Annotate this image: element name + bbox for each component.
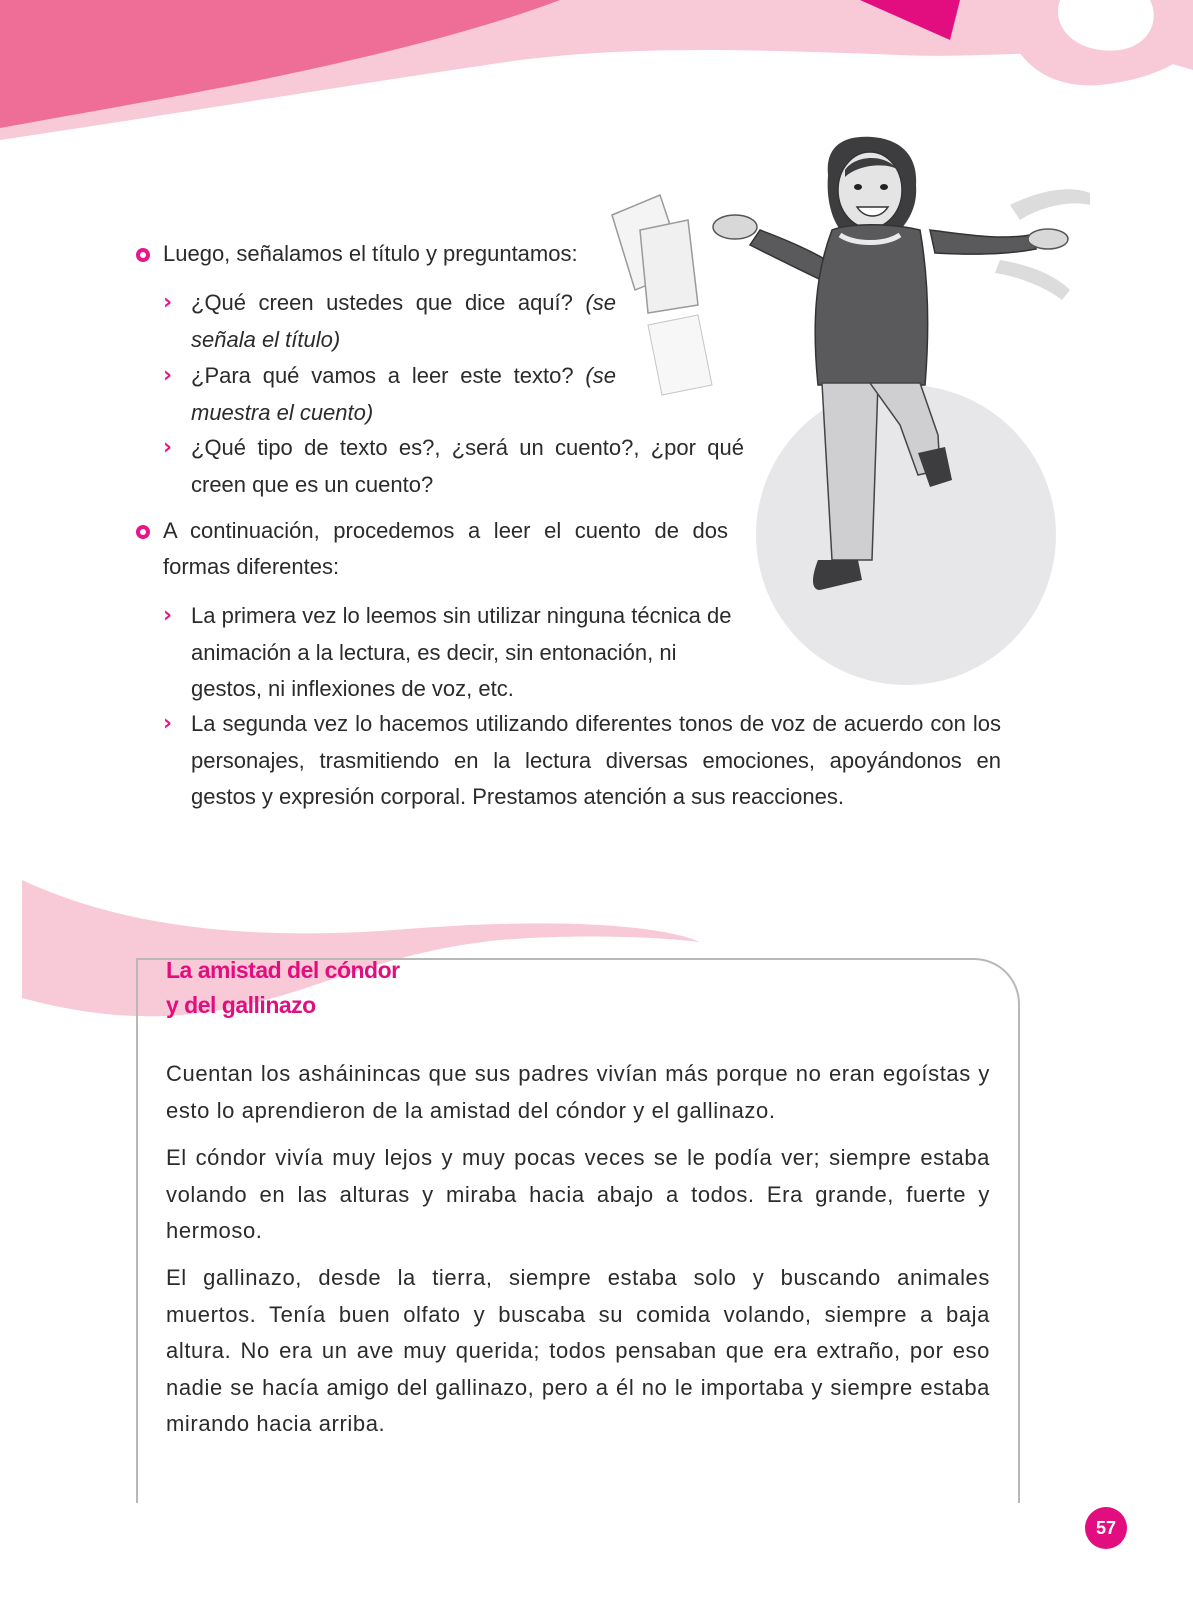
chevron-right-icon: › <box>163 603 173 628</box>
bullet-item-1 <box>163 236 623 272</box>
chevron-right-icon: › <box>163 435 173 460</box>
story-paragraph-3: El gallinazo, desde la tierra, siempre estaba solo y buscando animales muertos. Tenía buen olfato y buscaba su comida volando, siempre a baja altura. No era un ave muy querida; todos pensaban que era extraño, por eso nadie se hacía amigo del gallinazo, pero a él no le importaba y siempre estaba mirando hacia arriba. <box>166 1265 990 1436</box>
question-item-3 <box>163 430 744 503</box>
story-title-line-2: y del gallinazo <box>166 992 316 1018</box>
question-text: ¿Para qué vamos a leer este texto? <box>191 363 574 388</box>
header-wave-decoration <box>0 0 1193 140</box>
chevron-right-icon: › <box>163 290 173 315</box>
story-paragraph-2: El cóndor vivía muy lejos y muy pocas veces se le podía ver; siempre estaba volando en las alturas y miraba hacia abajo a todos. Era grande, fuerte y hermoso. <box>166 1145 990 1243</box>
question-note: (se señala el título) <box>191 290 616 352</box>
bullet-text: A continuación, procedemos a leer el cuento de dos formas diferentes: <box>163 518 728 579</box>
story-title-line-1: La amistad del cóndor <box>166 957 400 983</box>
reading-item-1 <box>163 598 748 708</box>
reading-text: La segunda vez lo hacemos utilizando diferentes tonos de voz de acuerdo con los personajes, trasmitiendo en la lectura diversas emociones, apoyándonos en gestos y expresión corporal. Prestamos atención a sus reacciones. <box>191 711 1001 809</box>
bullet-icon <box>136 248 150 262</box>
page-number: 57 <box>1085 1507 1127 1549</box>
question-note: (se muestra el cuento) <box>191 363 616 425</box>
reading-text: La primera vez lo leemos sin utilizar ninguna técnica de animación a la lectura, es decir, sin entonación, ni gestos, ni inflexiones de voz, etc. <box>191 603 732 701</box>
bullet-icon <box>136 525 150 539</box>
question-text: ¿Qué creen ustedes que dice aquí? <box>191 290 573 315</box>
chevron-right-icon: › <box>163 711 173 736</box>
question-text: ¿Qué tipo de texto es?, ¿será un cuento?, ¿por qué creen que es un cuento? <box>191 435 744 497</box>
question-item-1 <box>163 285 616 358</box>
bullet-text: Luego, señalamos el título y preguntamos: <box>163 241 578 266</box>
question-item-2 <box>163 358 616 431</box>
reading-item-2 <box>163 706 1001 816</box>
story-paragraph-1: Cuentan los asháinincas que sus padres vivían más porque no eran egoístas y esto lo aprendieron de la amistad del cóndor y el gallinazo. <box>166 1061 990 1123</box>
papers-icon <box>612 195 712 395</box>
bullet-item-2 <box>163 513 728 585</box>
chevron-right-icon: › <box>163 363 173 388</box>
story-title <box>166 953 486 1023</box>
